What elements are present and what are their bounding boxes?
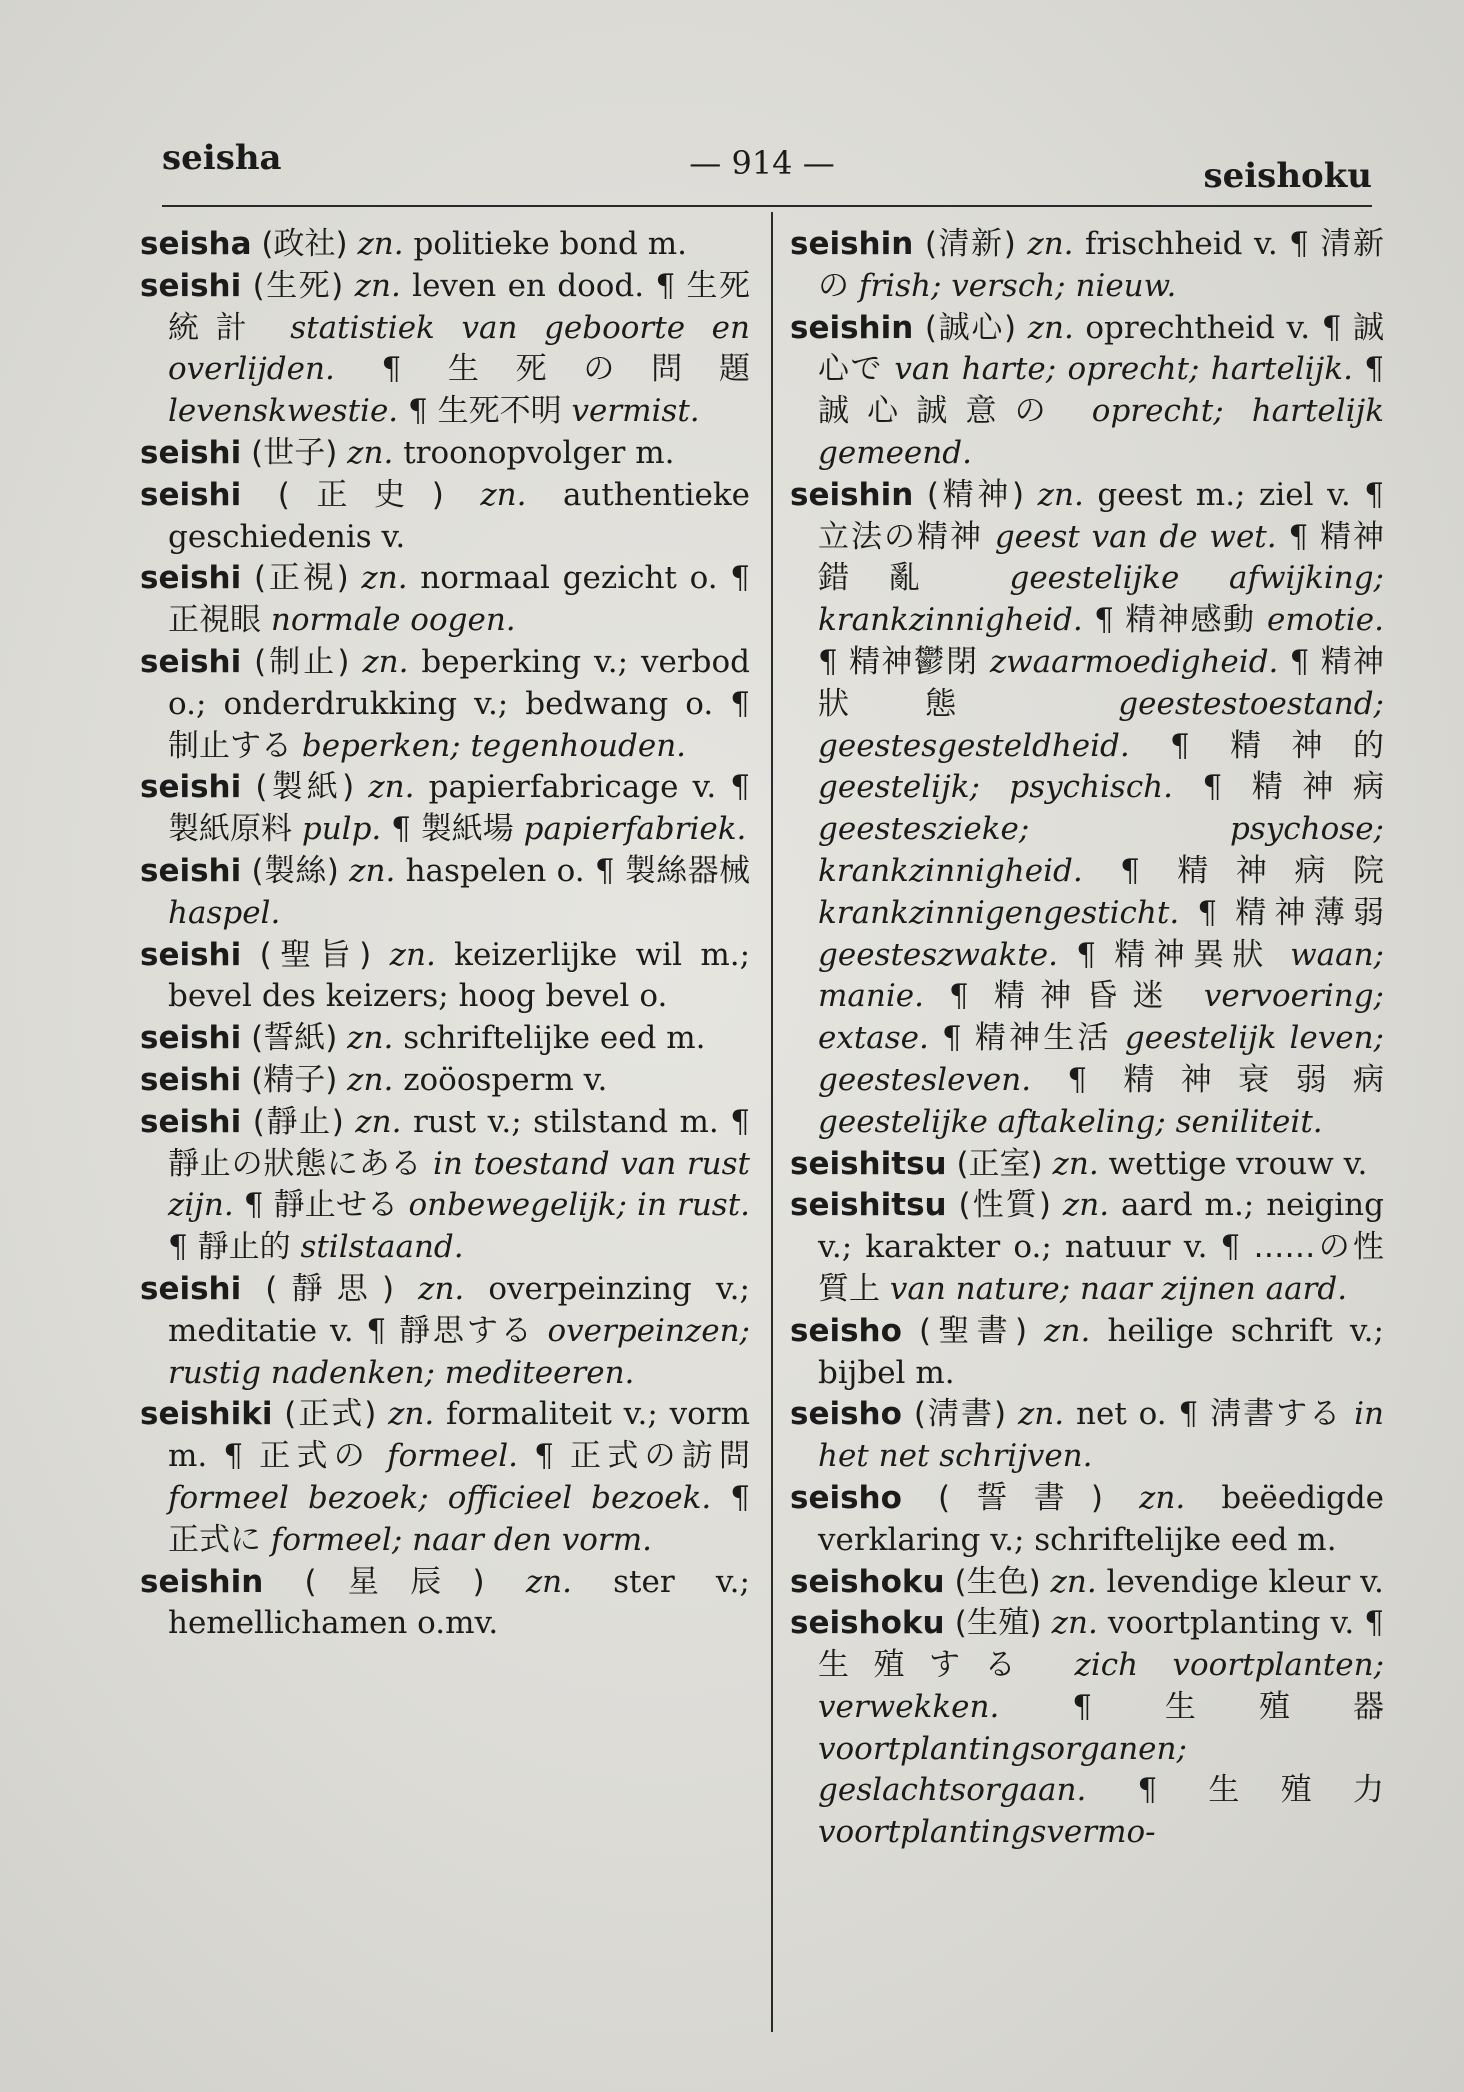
dictionary-entry: [140, 433, 750, 475]
example-kanji: 正視眼: [168, 602, 261, 639]
example-translation: normale oogen.: [270, 602, 516, 639]
pilcrow-icon: [1086, 1772, 1208, 1808]
header-rule: [162, 205, 1372, 207]
example-translation: geestelijke afwijking; krankzinnigheid.: [818, 560, 1384, 639]
entry-grammar: zn.: [347, 1061, 394, 1098]
example-kanji: 清新の: [818, 226, 1384, 304]
example-translation: krankzinnigengesticht.: [818, 894, 1180, 931]
dictionary-entry: [140, 1562, 750, 1646]
example-kanji: 生殖する: [818, 1647, 1041, 1684]
example-translation: formeel bezoek; officieel bezoek.: [168, 1479, 712, 1516]
dictionary-entry: [790, 308, 1384, 475]
dictionary-entry: [790, 1562, 1384, 1604]
entry-translation: wettige vrouw v.: [1108, 1145, 1368, 1182]
entry-translation: beperking v.; verbod o.; onderdrukking v.; bedwang o.: [168, 643, 750, 722]
entry-translation: leven en dood.: [412, 267, 645, 304]
entry-headword: seishi: [140, 267, 242, 304]
pilcrow-icon: [1277, 519, 1320, 555]
pilcrow-icon: [1083, 602, 1126, 638]
example-translation: geestelijke aftakeling; seniliteit.: [818, 1103, 1323, 1140]
entry-grammar: zn.: [1062, 1187, 1110, 1224]
example-kanji: 精神昏迷: [993, 978, 1179, 1015]
entry-translation: papierfabricage v.: [428, 769, 717, 806]
example-kanji: 正式の: [259, 1438, 372, 1475]
entry-translation: zoöosperm v.: [403, 1061, 608, 1098]
entry-kanji: (製紙): [255, 769, 355, 806]
pilcrow-icon: [999, 1689, 1165, 1725]
entry-example: [207, 1438, 518, 1474]
example-translation: papierfabriek.: [523, 811, 747, 848]
entry-headword: seishi: [140, 852, 242, 889]
dictionary-entry: [140, 1018, 750, 1060]
example-kanji: ……の性質上: [818, 1229, 1384, 1307]
example-kanji: 精神的: [1230, 727, 1384, 764]
example-translation: voortplantingsvermo-: [818, 1814, 1156, 1851]
entry-grammar: zn.: [349, 852, 396, 889]
example-kanji: 正式に: [168, 1521, 261, 1558]
example-kanji: 靜思する: [398, 1312, 535, 1349]
entry-grammar: zn.: [1027, 226, 1074, 262]
example-kanji: 制止する: [168, 727, 292, 764]
entry-grammar: zn.: [1037, 476, 1084, 513]
pilcrow-icon: [1173, 769, 1252, 805]
entry-kanji: (靜止): [252, 1103, 344, 1140]
pilcrow-icon: [1351, 477, 1384, 513]
entry-translation: overpeinzing v.; meditatie v.: [168, 1270, 750, 1349]
entry-kanji: (聖旨): [259, 936, 372, 973]
entry-translation: politieke bond m.: [413, 226, 687, 262]
entry-grammar: zn.: [362, 643, 409, 680]
entry-grammar: zn.: [388, 1396, 435, 1433]
pilcrow-icon: [234, 1187, 274, 1223]
pilcrow-icon: [168, 1229, 198, 1265]
example-kanji: 靜止せる: [273, 1187, 399, 1224]
entry-kanji: (正史): [277, 476, 444, 513]
entry-translation: schriftelijke eed m.: [403, 1020, 706, 1057]
example-kanji: 生死統計: [168, 267, 751, 346]
entry-grammar: zn.: [357, 226, 404, 262]
dictionary-entry: [790, 1144, 1384, 1186]
example-kanji: 精神異狀: [1114, 936, 1272, 973]
entry-translation: aard m.; neiging v.; karakter o.; natuur v.: [818, 1187, 1384, 1266]
entry-grammar: zn.: [361, 560, 408, 597]
example-kanji: 精神衰弱病: [1123, 1061, 1384, 1098]
pilcrow-icon: [644, 268, 686, 304]
example-translation: van harte; oprecht; hartelijk.: [894, 351, 1353, 388]
example-translation: in toestand van rust zijn.: [168, 1145, 751, 1224]
entry-example: [398, 393, 700, 429]
entry-kanji: (正室): [956, 1145, 1043, 1182]
entry-grammar: zn.: [1027, 309, 1074, 346]
example-translation: voortplantingsorganen; geslachtsorgaan.: [818, 1730, 1187, 1809]
entry-grammar: zn.: [1051, 1605, 1098, 1642]
pilcrow-icon: [381, 811, 420, 847]
entry-grammar: zn.: [389, 936, 436, 973]
entry-example: [1083, 602, 1384, 638]
entry-headword: seishoku: [790, 1563, 945, 1600]
example-translation: formeel.: [387, 1438, 518, 1475]
example-translation: zwaarmoedigheid.: [989, 643, 1279, 680]
example-translation: statistiek van geboorte en overlijden.: [168, 309, 750, 388]
example-translation: oprecht; hartelijk gemeend.: [818, 393, 1385, 471]
entry-translation: beëedigde verklaring v.; schriftelijke eed m.: [818, 1479, 1385, 1558]
example-kanji: 誠心で: [818, 309, 1384, 388]
example-kanji: 誠心誠意の: [818, 393, 1064, 430]
page-number: — 914 —: [689, 144, 835, 182]
entry-translation: normaal gezicht o.: [420, 560, 718, 597]
dictionary-entry: [790, 1311, 1384, 1395]
dictionary-entry: [140, 767, 750, 851]
example-kanji: 精神狀態: [818, 643, 1385, 722]
pilcrow-icon: [1083, 853, 1178, 889]
pilcrow-icon: [518, 1438, 570, 1474]
entry-kanji: (誠心): [924, 309, 1017, 346]
entry-translation: oprechtheid v.: [1085, 309, 1311, 346]
dictionary-entry: [790, 1185, 1384, 1310]
entry-headword: seisho: [790, 1396, 902, 1433]
example-translation: in het net schrijven.: [818, 1396, 1385, 1475]
dictionary-entry: [140, 1269, 750, 1394]
example-translation: haspel.: [168, 894, 281, 931]
entry-headword: seisho: [790, 1312, 902, 1349]
dictionary-entry: [140, 1394, 750, 1561]
entry-headword: seisho: [790, 1479, 902, 1516]
pilcrow-icon: [719, 1104, 750, 1140]
dictionary-entry: [790, 224, 1384, 308]
example-translation: geestestoestand; geestesgesteldheid.: [818, 685, 1385, 764]
entry-grammar: zn.: [347, 1020, 394, 1057]
entry-translation: authentieke geschiedenis v.: [168, 476, 750, 555]
example-kanji: 精神感動: [1125, 602, 1256, 639]
entry-kanji: (精子): [251, 1061, 338, 1098]
example-kanji: 生殖器: [1164, 1688, 1385, 1725]
entry-grammar: zn.: [1052, 1145, 1099, 1182]
example-translation: waan; manie.: [818, 936, 1385, 1015]
example-kanji: 精神病: [1251, 769, 1385, 806]
entry-grammar: zn.: [418, 1270, 465, 1307]
pilcrow-icon: [1031, 1062, 1123, 1098]
left-guide-word: seisha: [162, 138, 282, 178]
entry-kanji: (清新): [924, 226, 1016, 262]
example-kanji: 製絲器械: [624, 852, 751, 889]
dictionary-entry: [140, 475, 750, 559]
example-translation: geestelijk; psychisch.: [818, 769, 1174, 806]
pilcrow-icon: [818, 644, 849, 680]
pilcrow-icon: [1167, 1396, 1210, 1432]
entry-kanji: (誓書): [938, 1479, 1103, 1516]
entry-grammar: zn.: [1044, 1312, 1091, 1349]
entry-translation: geest m.; ziel v.: [1097, 476, 1351, 513]
example-translation: stilstaand.: [300, 1229, 464, 1266]
example-kanji: 精神鬱閉: [848, 643, 979, 680]
entry-translation: haspelen o.: [405, 852, 585, 889]
entry-grammar: zn.: [354, 267, 401, 304]
entry-translation: keizerlijke wil m.; bevel des keizers; hoog bevel o.: [168, 936, 751, 1015]
dictionary-entry: [140, 935, 750, 1019]
pilcrow-icon: [1354, 1605, 1384, 1641]
entry-kanji: (製絲): [251, 852, 339, 889]
pilcrow-icon: [924, 978, 994, 1014]
entry-headword: seishitsu: [790, 1145, 947, 1182]
example-translation: frish; versch; nieuw.: [858, 267, 1177, 304]
right-column: [790, 224, 1384, 1854]
example-kanji: 生死不明: [437, 393, 562, 430]
entry-headword: seishitsu: [790, 1187, 947, 1224]
pilcrow-icon: [335, 351, 448, 387]
pilcrow-icon: [929, 1020, 975, 1056]
dictionary-entry: [140, 1060, 750, 1102]
entry-kanji: (制止): [254, 643, 350, 680]
dictionary-entry: [140, 1102, 750, 1269]
dictionary-entry: [140, 266, 750, 433]
entry-kanji: (星辰): [304, 1563, 485, 1600]
pilcrow-icon: [1278, 226, 1321, 262]
pilcrow-icon: [1058, 937, 1114, 973]
dictionary-entry: [790, 1478, 1384, 1562]
entry-headword: seishi: [140, 1020, 242, 1057]
pilcrow-icon: [1207, 1229, 1253, 1265]
example-translation: vermist.: [571, 393, 700, 430]
entry-kanji: (靜思): [265, 1270, 395, 1307]
example-translation: beperken; tegenhouden.: [301, 727, 687, 764]
entry-headword: seishi: [140, 434, 242, 471]
entry-kanji: (生死): [252, 267, 344, 304]
entry-example: [234, 1187, 750, 1223]
entry-headword: seishoku: [790, 1605, 945, 1642]
entry-headword: seishi: [140, 1061, 242, 1098]
dictionary-entry: [140, 851, 750, 935]
example-kanji: 靜止的: [197, 1229, 291, 1266]
entry-kanji: (正視): [253, 560, 349, 597]
entry-translation: voortplanting v.: [1107, 1605, 1355, 1642]
entry-headword: seishin: [790, 226, 914, 262]
example-translation: van nature; naar zijnen aard.: [889, 1270, 1348, 1307]
dictionary-entry: [140, 224, 750, 266]
pilcrow-icon: [207, 1438, 259, 1474]
entry-example: [168, 1229, 464, 1265]
pilcrow-icon: [354, 1313, 399, 1349]
example-translation: geest van de wet.: [994, 518, 1277, 555]
entry-grammar: zn.: [480, 476, 527, 513]
example-translation: zich voortplanten; verwekken.: [818, 1647, 1385, 1725]
entry-translation: heilige schrift v.; bijbel m.: [818, 1312, 1384, 1391]
entry-headword: seishi: [140, 560, 242, 597]
pilcrow-icon: [718, 560, 750, 596]
entry-grammar: zn.: [355, 1103, 402, 1140]
example-kanji: 製紙原料: [168, 811, 292, 848]
entry-translation: levendige kleur v.: [1106, 1563, 1384, 1600]
example-translation: geestelijk leven; geestesleven.: [818, 1020, 1385, 1098]
entry-headword: seishi: [140, 476, 242, 513]
entry-headword: seishi: [140, 1270, 242, 1307]
entry-headword: seishi: [140, 769, 242, 806]
example-kanji: 製紙場: [420, 811, 514, 848]
entry-example: [818, 644, 1278, 680]
entry-translation: rust v.; stilstand m.: [412, 1103, 719, 1140]
entry-headword: seishin: [140, 1563, 264, 1600]
pilcrow-icon: [1310, 310, 1353, 346]
pilcrow-icon: [1130, 728, 1230, 764]
entry-translation: formaliteit v.; vorm m.: [168, 1396, 750, 1475]
entry-headword: seishin: [790, 476, 914, 513]
entry-headword: seishi: [140, 1103, 242, 1140]
entry-headword: seishi: [140, 936, 242, 973]
entry-headword: seishi: [140, 643, 242, 680]
entry-kanji: (生殖): [954, 1605, 1042, 1642]
entry-grammar: zn.: [1017, 1396, 1065, 1433]
entry-kanji: (生色): [954, 1563, 1041, 1600]
pilcrow-icon: [1353, 351, 1384, 387]
dictionary-entry: [790, 1603, 1384, 1854]
entry-grammar: zn.: [368, 769, 415, 806]
example-kanji: 精神薄弱: [1235, 894, 1385, 931]
dictionary-entry: [140, 558, 750, 642]
pilcrow-icon: [1278, 644, 1320, 680]
entry-translation: net o.: [1076, 1396, 1167, 1433]
example-kanji: 精神病院: [1177, 852, 1384, 889]
entry-kanji: (世子): [251, 434, 338, 471]
example-translation: onbewegelijk; in rust.: [408, 1187, 751, 1224]
entry-kanji: (淸書): [913, 1396, 1007, 1433]
pilcrow-icon: [713, 686, 750, 722]
entry-kanji: (精神): [926, 476, 1025, 513]
example-translation: formeel; naar den vorm.: [270, 1521, 652, 1558]
example-kanji: 正式の訪問: [569, 1438, 751, 1475]
entry-translation: ster v.; hemellichamen o.mv.: [168, 1563, 750, 1642]
example-kanji: 生殖力: [1208, 1772, 1384, 1809]
entry-headword: seisha: [140, 226, 252, 262]
pilcrow-icon: [1179, 895, 1235, 931]
example-kanji: 淸書する: [1210, 1396, 1343, 1433]
entry-kanji: (性質): [958, 1187, 1051, 1224]
entry-translation: frischheid v.: [1085, 226, 1278, 262]
pilcrow-icon: [398, 393, 437, 429]
entry-kanji: (聖書): [919, 1312, 1028, 1349]
column-divider: [771, 212, 773, 2032]
entry-grammar: zn.: [525, 1563, 572, 1600]
dictionary-entry: [790, 475, 1384, 1144]
right-guide-word: seishoku: [1203, 156, 1372, 196]
example-translation: levenskwestie.: [168, 393, 399, 430]
example-translation: emotie.: [1267, 602, 1385, 639]
example-translation: overpeinzen; rustig nadenken; mediteeren.: [168, 1312, 750, 1391]
entry-translation: troonopvolger m.: [403, 434, 675, 471]
example-kanji: 立法の精神: [818, 518, 983, 555]
pilcrow-icon: [585, 853, 625, 889]
entry-kanji: (誓紙): [251, 1020, 338, 1057]
entry-example: [381, 811, 746, 847]
example-kanji: 靜止の狀態にある: [168, 1145, 423, 1182]
entry-grammar: zn.: [1139, 1479, 1186, 1516]
example-kanji: 精神錯亂: [818, 518, 1385, 597]
example-translation: geesteszwakte.: [818, 936, 1058, 973]
left-column: [140, 224, 750, 1645]
example-translation: geesteszieke; psychose; krankzinnigheid.: [818, 811, 1384, 889]
entry-kanji: (正式): [284, 1396, 377, 1433]
dictionary-entry: [140, 642, 750, 767]
pilcrow-icon: [716, 769, 750, 805]
example-translation: vervoering; extase.: [818, 978, 1384, 1057]
entry-headword: seishin: [790, 309, 914, 346]
pilcrow-icon: [711, 1480, 750, 1516]
entry-headword: seishiki: [140, 1396, 273, 1433]
example-kanji: 精神生活: [974, 1020, 1112, 1057]
entry-kanji: (政社): [261, 226, 348, 262]
dictionary-entry: [790, 1394, 1384, 1478]
example-translation: pulp.: [301, 811, 382, 848]
entry-grammar: zn.: [1050, 1563, 1097, 1600]
example-kanji: 生死の問題: [447, 351, 751, 388]
entry-grammar: zn.: [347, 434, 394, 471]
